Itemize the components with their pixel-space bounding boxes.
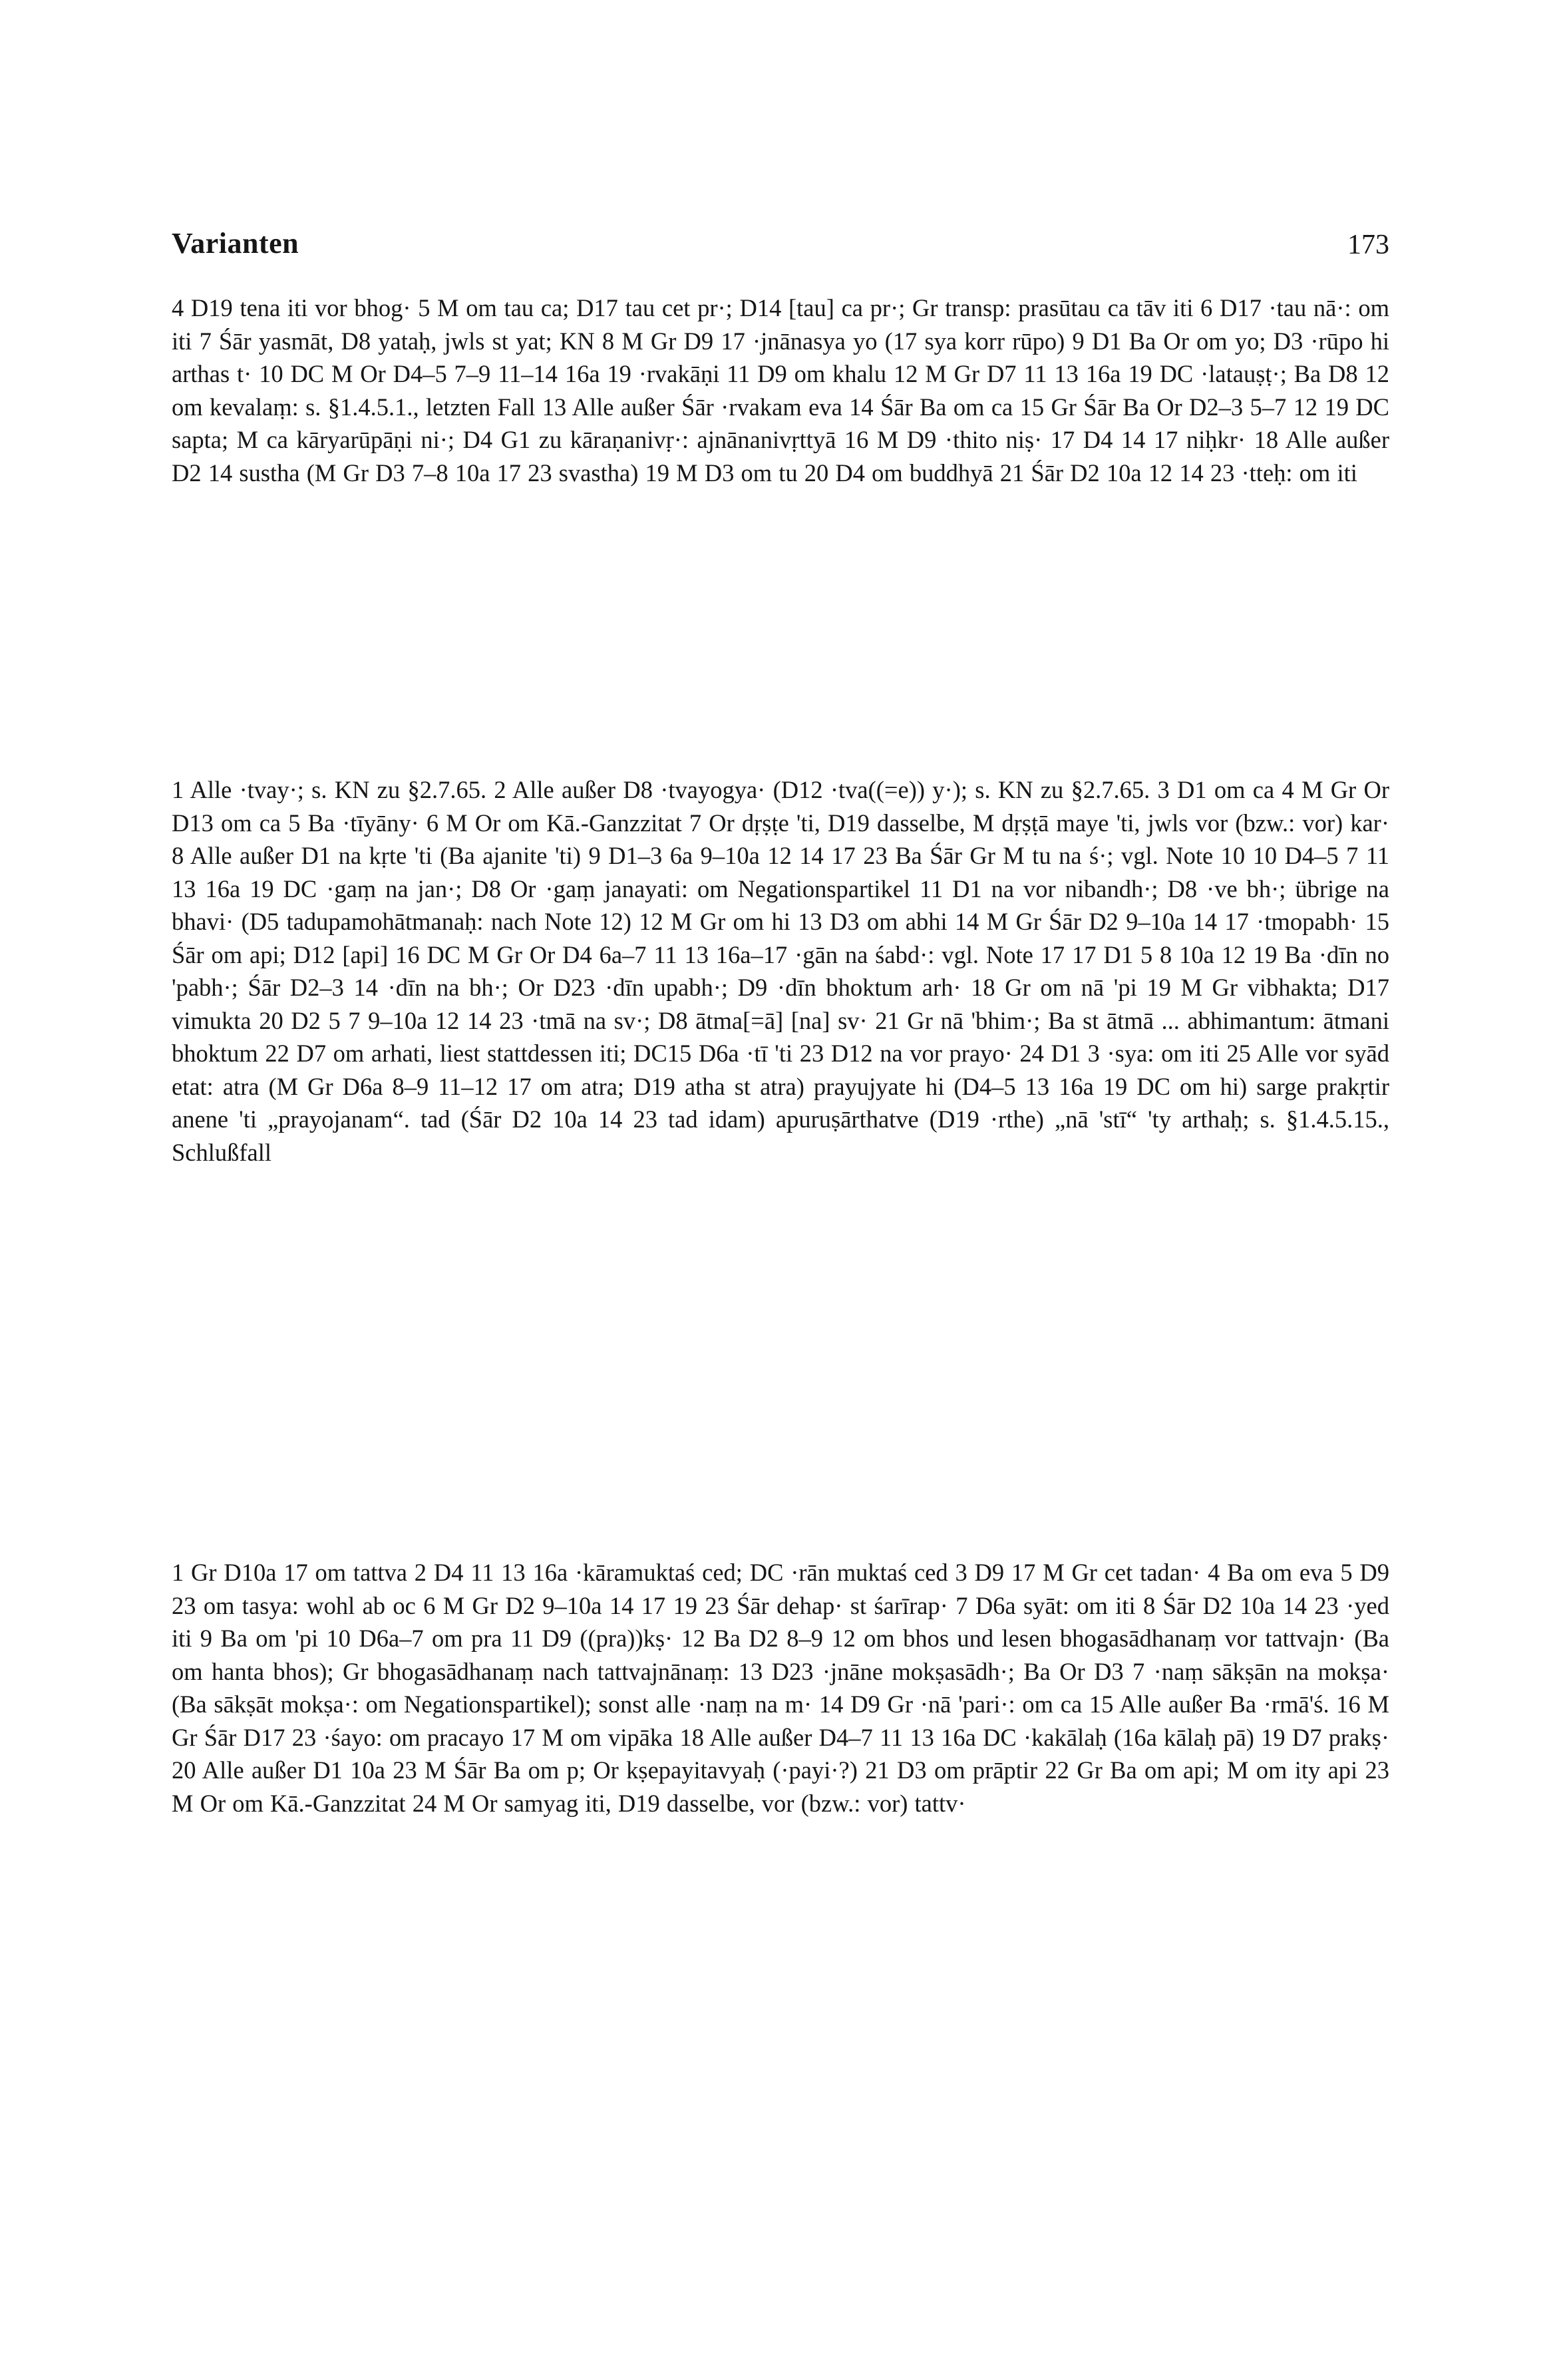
variant-notes-paragraph: 4 D19 tena iti vor bhog· 5 M om tau ca; D17 tau cet pr·; D14 [tau] ca pr·; Gr transp: prasūtau ca tāv iti 6 D17 ·tau nā·: om iti 7 Śār yasmāt, D8 yataḥ, jwls st yat; KN 8 M Gr D9 17 ·jnānasya yo (17 sya korr rūpo) 9 D1 Ba Or om yo; D3 ·rūpo hi arthas t· 10 DC M Or D4–5 7–9 11–14 16a 19 ·rvakāṇi 11 D9 om khalu 12 M Gr D7 11 13 16a 19 DC ·latauṣṭ·; Ba D8 12 om kevalaṃ: s. §1.4.5.1., letzten Fall 13 Alle außer Śār ·rvakam eva 14 Śār Ba om ca 15 Gr Śār Ba Or D2–3 5–7 12 19 DC sapta; M ca kāryarūpāṇi ni·; D4 G1 zu kāraṇanivṛ·: ajnānanivṛttyā 16 M D9 ·thito niṣ· 17 D4 14 17 niḥkr· 18 Alle außer D2 14 susthа (M Gr D3 7–8 10a 17 23 svastha) 19 M D3 om tu 20 D4 om buddhyā 21 Śār D2 10a 12 14 23 ·tteḥ: om iti [172, 294, 1389, 487]
variant-notes-paragraph: 1 Alle ·tvay·; s. KN zu §2.7.65. 2 Alle außer D8 ·tvayogya· (D12 ·tva((=e)) y·); s. KN zu §2.7.65. 3 D1 om ca 4 M Gr Or D13 om ca 5 Ba ·tīyāny· 6 M Or om Kā.-Ganzzitat 7 Or dṛṣṭe 'ti, D19 dasselbe, M dṛṣṭā maye 'ti, jwls vor (bzw.: vor) kar· 8 Alle außer D1 na kṛte 'ti (Ba ajanite 'ti) 9 D1–3 6a 9–10a 12 14 17 23 Ba Śār Gr M tu na ś·; vgl. Note 10 10 D4–5 7 11 13 16a 19 DC ·gaṃ na jan·; D8 Or ·gaṃ janayati: om Negationspartikel 11 D1 na vor nibandh·; D8 ·ve bh·; übrige na bhavi· (D5 tadupamohātmanaḥ: nach Note 12) 12 M Gr om hi 13 D3 om abhi 14 M Gr Śār D2 9–10a 14 17 ·tmopabh· 15 Śār om api; D12 [api] 16 DC M Gr Or D4 6a–7 11 13 16a–17 ·gān na śabd·: vgl. Note 17 17 D1 5 8 10a 12 19 Ba ·dīn no 'pabh·; Śār D2–3 14 ·dīn na bh·; Or D23 ·dīn upabh·; D9 ·dīn bhoktum arh· 18 Gr om nā 'pi 19 M Gr vibhakta; D17 vimukta 20 D2 5 7 9–10a 12 14 23 ·tmā na sv·; D8 ātma[=ā] [na] sv· 21 Gr nā 'bhim·; Ba st ātmā ... abhimantum: ātmani bhoktum 22 D7 om arhati, liest stattdessen iti; DC15 D6a ·tī 'ti 23 D12 na vor prayo· 24 D1 3 ·sya: om iti 25 Alle vor syād etat: atra (M Gr D6a 8–9 11–12 17 om atra; D19 atha st atra) prayujyate hi (D4–5 13 16a 19 DC om hi) sarge prakṛtir anene 'ti „prayojanam“. tad (Śār D2 10a 14 23 tad idam) apuruṣārthatve (D19 ·rthe) „nā 'stī“ 'ty arthaḥ; s. §1.4.5.15., Schlußfall [172, 776, 1389, 1166]
variant-block-2 [172, 773, 1389, 1169]
page-header [172, 226, 1389, 273]
variant-notes-paragraph: 1 Gr D10a 17 om tattva 2 D4 11 13 16a ·kāramuktaś ced; DC ·rān muktaś ced 3 D9 17 M Gr cet tadan· 4 Ba om eva 5 D9 23 om tasya: wohl ab oc 6 M Gr D2 9–10a 14 17 19 23 Śār dehap· st śarīrap· 7 D6a syāt: om iti 8 Śār D2 10a 14 23 ·yed iti 9 Ba om 'pi 10 D6a–7 om pra 11 D9 ((pra))kṣ· 12 Ba D2 8–9 12 om bhos und lesen bhogasādhanaṃ vor tattvajn· (Ba om hanta bhos); Gr bhogasādhanaṃ nach tattvajnānaṃ: 13 D23 ·jnāne mokṣasādh·; Ba Or D3 7 ·naṃ sākṣān na mokṣa· (Ba sākṣāt mokṣa·: om Negationspartikel); sonst alle ·naṃ na m· 14 D9 Gr ·nā 'pari·: om ca 15 Alle außer Ba ·rmā'ś. 16 M Gr Śār D17 23 ·śayo: om pracayo 17 M om vipāka 18 Alle außer D4–7 11 13 16a DC ·kakālaḥ (16a kālaḥ pā) 19 D7 prakṣ· 20 Alle außer D1 10a 23 M Śār Ba om p; Or kṣepayitavyaḥ (·payi·?) 21 D3 om prāptir 22 Gr Ba om api; M om ity api 23 M Or om Kā.-Ganzzitat 24 M Or samyag iti, D19 dasselbe, vor (bzw.: vor) tattv· [172, 1559, 1389, 1817]
variant-block-3 [172, 1556, 1389, 1820]
variant-block-1 [172, 292, 1389, 489]
running-title: Varianten [172, 227, 299, 260]
page-number: 173 [1347, 230, 1389, 260]
